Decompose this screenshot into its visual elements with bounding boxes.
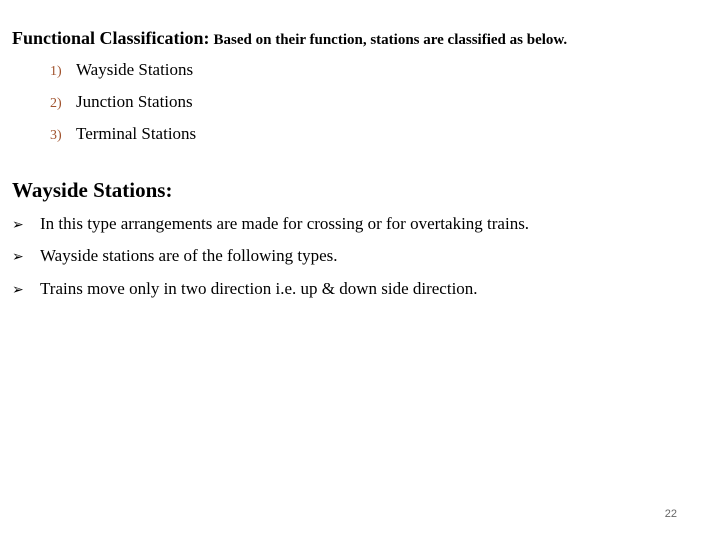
bullet-text: Wayside stations are of the following types. xyxy=(40,246,338,265)
bullet-text: In this type arrangements are made for crossing or for overtaking trains. xyxy=(40,214,530,233)
numbered-item xyxy=(50,60,193,80)
section-title: Wayside Stations: xyxy=(12,178,173,202)
arrow-bullet-icon: ➢ xyxy=(12,217,24,233)
item-label: Wayside Stations xyxy=(76,60,194,79)
item-label: Junction Stations xyxy=(76,92,193,111)
item-number: 2) xyxy=(50,96,62,111)
numbered-item xyxy=(50,92,193,112)
bullet-item xyxy=(12,214,529,234)
arrow-bullet-icon: ➢ xyxy=(12,282,24,298)
item-number: 1) xyxy=(50,64,62,79)
bullet-text: Trains move only in two direction i.e. up & down side direction. xyxy=(40,279,478,298)
item-label: Terminal Stations xyxy=(76,124,197,143)
arrow-bullet-icon: ➢ xyxy=(12,249,24,265)
item-number: 3) xyxy=(50,128,62,143)
numbered-item xyxy=(50,124,196,144)
bullet-item xyxy=(12,279,478,299)
bullet-item xyxy=(12,246,337,266)
classification-heading xyxy=(12,28,567,49)
heading-title: Functional Classification: xyxy=(12,28,210,48)
page-number: 22 xyxy=(664,508,677,520)
heading-description: Based on their function, stations are classified as below. xyxy=(213,32,568,48)
